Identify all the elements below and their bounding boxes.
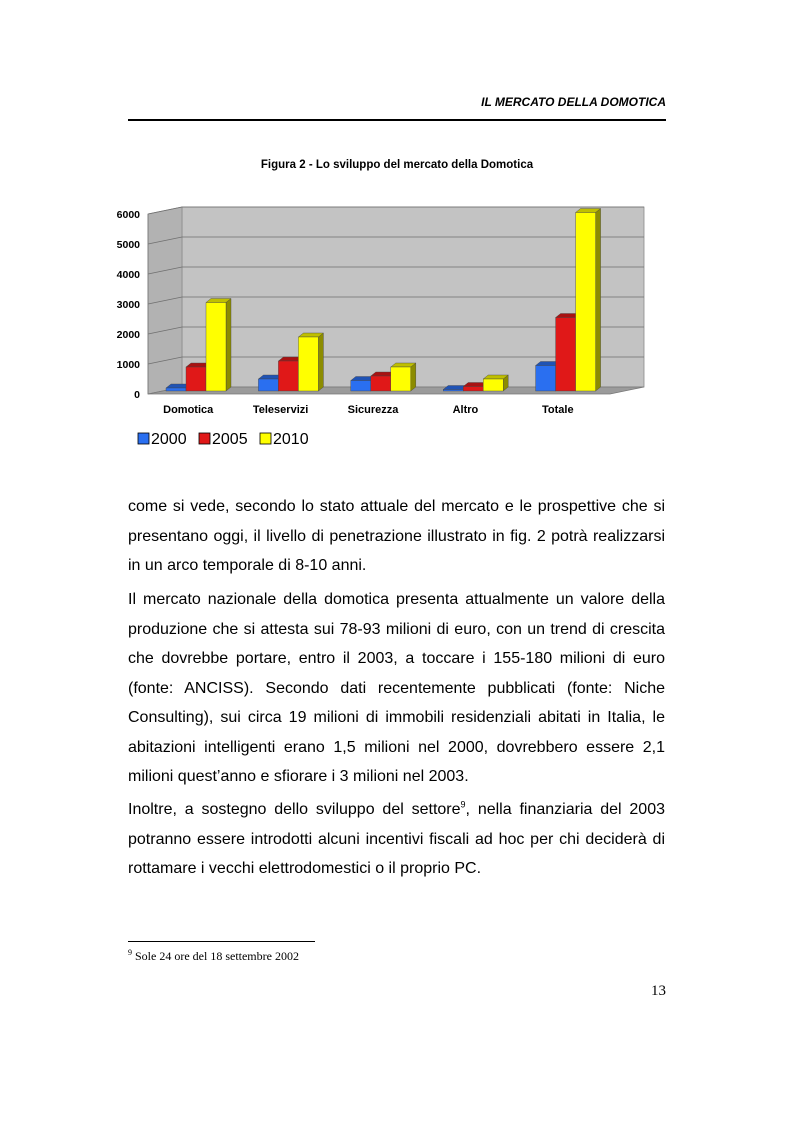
bar-2000-sicurezza (351, 381, 371, 392)
bar-chart (116, 200, 660, 460)
footnote-number: 9 (128, 948, 132, 957)
footnote-rule (128, 941, 315, 942)
footnote (128, 949, 299, 964)
bar-2005-teleservizi (278, 361, 298, 391)
bar-2000-domotica (166, 388, 186, 391)
figure-caption: Figura 2 - Lo sviluppo del mercato della Domotica (260, 159, 534, 171)
x-tick-label: Domotica (163, 404, 214, 416)
legend-label: 2005 (212, 431, 248, 448)
paragraph-3-text-b: , nella finanziaria del 2003 potranno essere introdotti alcuni incentivi fiscali ad hoc per chi deciderà di rottamare i vecchi elettrodomestici o il proprio PC. (128, 801, 666, 877)
x-tick-label: Teleservizi (252, 404, 309, 416)
x-tick-label: Sicurezza (347, 404, 399, 416)
bar-side (596, 209, 601, 392)
bar-2010-altro (483, 379, 503, 391)
paragraph-3 (128, 795, 665, 884)
bar-2000-teleservizi (258, 379, 278, 391)
paragraph-3-text-a: Inoltre, a sostegno dello sviluppo del settore (128, 801, 461, 818)
legend-swatch-2000 (138, 433, 149, 444)
bar-2010-totale (576, 213, 596, 392)
bar-2005-domotica (186, 367, 206, 391)
footnote-text: Sole 24 ore del 18 settembre 2002 (132, 949, 299, 963)
bar-2010-sicurezza (391, 367, 411, 391)
y-tick-label: 6000 (116, 209, 140, 221)
legend-swatch-2010 (260, 433, 271, 444)
page-number: 13 (651, 983, 666, 999)
bar-2010-teleservizi (298, 337, 318, 391)
y-tick-label: 5000 (116, 239, 140, 251)
legend-label: 2010 (273, 431, 309, 448)
bar-2000-altro (443, 390, 463, 392)
bar-side (226, 299, 231, 392)
y-tick-label: 1000 (116, 359, 140, 371)
y-tick-label: 3000 (116, 299, 140, 311)
y-tick-label: 0 (134, 389, 140, 401)
bar-2005-sicurezza (371, 376, 391, 391)
paragraph-1: come si vede, secondo lo stato attuale del mercato e le prospettive che si presentano oggi, il livello di penetrazione illustrato in fig. 2 potrà realizzarsi in un arco temporale di 8-10 anni. (128, 498, 665, 574)
running-header: IL MERCATO DELLA DOMOTICA (481, 95, 666, 109)
bar-side (318, 333, 323, 391)
bar-2010-domotica (206, 303, 226, 392)
x-tick-label: Altro (452, 404, 479, 416)
y-tick-label: 4000 (116, 269, 140, 281)
paragraph-2: Il mercato nazionale della domotica presenta attualmente un valore della produzione che si attesta sui 78-93 milioni di euro, con un trend di crescita che dovrebbe portare, entro il 2003, a toccare i 155-180 milioni di euro (fonte: ANCISS). Secondo dati recentemente pubblicati (fonte: Niche Consulting), sui circa 19 milioni di immobili residenziali abitati in Italia, le abitazioni intelligenti erano 1,5 milioni nel 2000, dovrebbero essere 2,1 milioni quest’anno e sfiorare i 3 milioni nel 2003. (128, 591, 665, 785)
footnote-reference[interactable]: 9 (460, 799, 466, 810)
y-tick-label: 2000 (116, 329, 140, 341)
bar-2000-totale (536, 366, 556, 392)
legend-swatch-2005 (199, 433, 210, 444)
legend-label: 2000 (151, 431, 187, 448)
header-rule (128, 119, 666, 121)
bar-2005-altro (463, 387, 483, 392)
x-tick-label: Totale (542, 404, 574, 416)
bar-2005-totale (556, 318, 576, 392)
bar-side (411, 363, 416, 391)
